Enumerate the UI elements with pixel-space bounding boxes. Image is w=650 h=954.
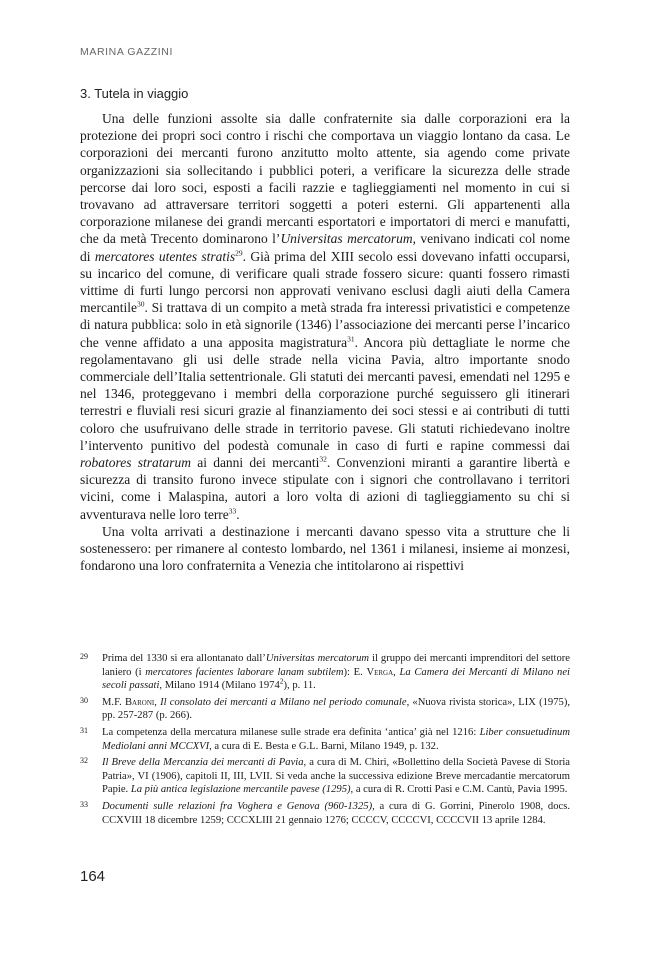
footnote-number: 33 [80,799,88,809]
footnote-29: 29 Prima del 1330 si era allontanato dall’Universitas mercatorum il gruppo dei mercanti imprenditori del settore laniero (i mercatores facientes laborare lanam subtilem): E. Verga, La Camera dei Mercanti di Milano nei secoli passati, Milano 1914 (Milano 1974$^2$), p. 11. [80,652,571,692]
footnote-31: 31 La competenza della mercatura milanese sulle strade era definita ‘antica’ già nel 1216: Liber consuetudinum Mediolani anni MCCXVI, a cura di E. Besta e G.L. Barni, Milano 1949, p. 132. [80,725,571,752]
footnote-number: 32 [80,756,88,766]
footnote-number: 30 [80,695,88,705]
page-number: 164 [80,868,106,885]
footnote-32: 32 Il Breve della Mercanzia dei mercanti di Pavia, a cura di M. Chiri, «Bollettino della Società Pavese di Storia Patria», VI (1906), capitoli II, III, LVII. Si veda anche la successiva edizione Breve mercadantie mercatorum Papie. La più antica legislazione mercantile pavese (1295), a cura di R. Crotti Pasi e C.M. Cantù, Pavia 1995. [80,756,570,796]
footnotes [80,652,570,830]
paragraph-2: Una volta arrivati a destinazione i mercanti davano spesso vita a strutture che li sostenessero: per rimanere al contesto lombardo, nel 1361 i milanesi, insieme ai monzesi, fondarono una loro confraternita a Venezia che intitolarono ai rispettivi [80,523,570,574]
footnote-ref-32[interactable]: 32 [319,454,327,464]
footnote-33: 33 Documenti sulle relazioni fra Voghera e Genova (960-1325), a cura di G. Gorrini, Pinerolo 1908, docs. CCXVIII 18 dicembre 1259; CCCXLIII 21 gennaio 1276; CCCCV, CCCCVI, CCCCVII 13 aprile 1284. [80,799,570,826]
paragraph-1: Una delle funzioni assolte sia dalle confraternite sia dalle corporazioni era la protezione dei propri soci contro i rischi che comportava un viaggio lontano da casa. Le corporazioni dei mercanti furono anzitutto molto attente, sia agendo come private organizzazioni sia sollecitando i pubblici poteri, a verificare la sicurezza delle strade percorse dai loro soci, esposti a facili razzie e taglieggiamenti nel momento in cui si trovavano ad attraversare territori soggetti a poteri esterni. Gli appartenenti alla corporazione milanese dei grandi mercanti esportatori e importatori di merci e manufatti, che da metà Trecento dominarono l’Universitas mercatorum, venivano indicati col nome di mercatores utentes stratis$^{29}$. Già prima del XIII secolo essi dovevano infatti occuparsi, su incarico del comune, di verificare quali strade fossero sicure: quanti fossero rimasti vittime di furti lungo percorsi non approvati venivano esclusi dagli aiuti della Camera mercantile$^{30}$. Si trattava di un compito a metà strada fra interessi privatistici e competenze di natura pubblica: solo in età signorile (1346) l’associazione dei mercanti perse l’incarico che venne affidato a una apposita magistratura$^{31}$. Ancora più dettagliate le norme che regolamentavano gli usi delle strade nella vicina Pavia, altro importante snodo commerciale dell’Italia settentrionale. Gli statuti dei mercanti pavesi, emendati nel 1295 e nel 1346, proteggevano i membri della corporazione purché seguissero gli itinerari terrestri e fluviali resi sicuri grazie al finanziamento dei soci stessi e ai contributi di tutti coloro che usufruivano delle strade in territorio pavese. Gli statuti richiedevano inoltre l’intervento punitivo del podestà comunale in caso di furti e rapine commessi dai robatores stratarum ai danni dei mercanti$^{32}$. Convenzioni miranti a garantire libertà e sicurezza di transito furono invece stipulate con i signori che controllavano i territori vicini, come i Malaspina, autori a loro volta di azioni di taglieggiamento su chi si avventurava nelle loro terre$^{33}$. [80,111,571,522]
footnote-ref-33[interactable]: 33 [228,506,237,516]
section-title: 3. Tutela in viaggio [80,86,189,101]
main-text [80,110,570,574]
footnote-number: 31 [80,725,88,735]
running-head-author: MARINA GAZZINI [80,46,173,58]
footnote-30: 30 M.F. Baroni, Il consolato dei mercanti a Milano nel periodo comunale, «Nuova rivista storica», LIX (1975), pp. 257-287 (p. 266). [80,695,570,722]
footnote-ref-29[interactable]: 29 [235,248,243,258]
footnote-ref-31[interactable]: 31 [347,334,355,344]
footnote-ref-30[interactable]: 30 [136,299,145,309]
footnote-number: 29 [80,652,88,661]
